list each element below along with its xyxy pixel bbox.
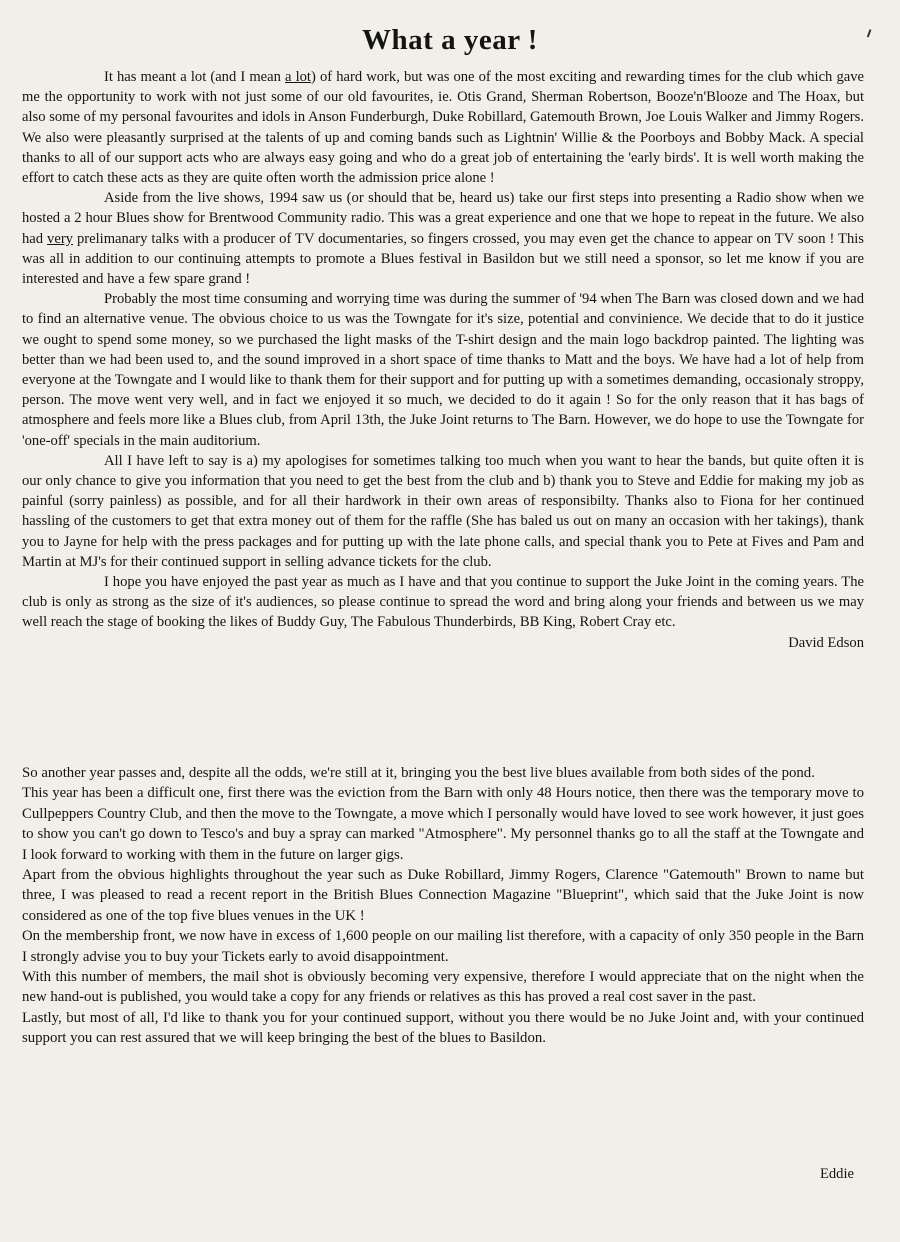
paragraph <box>22 572 864 633</box>
article-david-edson <box>22 67 864 653</box>
page-title: What a year ! <box>362 24 538 56</box>
paragraph: So another year passes and, despite all the odds, we're still at it, bringing you the best live blues available from both sides of the pond. <box>22 765 815 781</box>
text-run: It has meant a lot (and I mean <box>104 69 286 85</box>
signature: Eddie <box>819 1166 854 1182</box>
paragraph <box>22 451 864 572</box>
underlined-text: a lot <box>285 69 311 85</box>
paragraph: Lastly, but most of all, I'd like to thank you for your continued support, without you there would be no Juke Joint and, with your continued support you can rest assured that we will keep bringing the best of the blues to Basildon. <box>22 1009 864 1047</box>
paragraph: With this number of members, the mail shot is obviously becoming very expensive, therefore I would appreciate that on the night when the new hand-out is published, you would take a copy for any friends or relatives as this has proved a real cost saver in the past. <box>22 969 864 1006</box>
paragraph: On the membership front, we now have in excess of 1,600 people on our mailing list therefore, with a capacity of only 350 people in the Barn I strongly advise you to buy your Tickets early to avoid disappointment. <box>22 928 864 965</box>
text-run: I hope you have enjoyed the past year as much as I have and that you continue to support the Juke Joint in the coming years. The club is only as strong as the size of it's audiences, so please continue to spread the word and bring along your friends and between us we may well reach the stage of booking the likes of Buddy Guy, The Fabulous Thunderbirds, BB King, Robert Cray etc. <box>22 574 864 631</box>
paragraph <box>22 188 864 289</box>
underlined-text: very <box>47 230 73 247</box>
signature: David Edson <box>788 634 864 651</box>
paragraph: Apart from the obvious highlights throughout the year such as Duke Robillard, Jimmy Rogers, Clarence "Gatemouth" Brown to name but three, I was pleased to read a recent report in the British Blues Connection Magazine "Blueprint", which said that the Juke Joint is now considered as one of the top five blues venues in the UK ! <box>22 867 864 924</box>
paragraph <box>22 289 864 451</box>
text-run: Probably the most time consuming and worrying time was during the summer of '94 when The Barn was closed down and we had to find an alternative venue. The obvious choice to us was the Towngate for it's size, potential and convinience. We decide that to do it justice we ought to spend some money, so we purchased the light masks of the T-shirt design and the main logo backdrop painted. The lighting was better than we had been used to, and the sound improved in a short space of time thanks to Matt and the boys. We have had a lot of help from everyone at the Towngate and I would like to thank them for their support and for putting up with a sometimes demanding, occasionaly stroppy, person. The move went very well, and in fact we enjoyed it so much, we decided to do it again ! So for the only reason that it has bags of atmosphere and feels more like a Blues club, from April 13th, the Juke Joint returns to The Barn. However, we do hope to use the Towngate for 'one-off' specials in the main auditorium. <box>22 291 864 449</box>
text-run: All I have left to say is a) my apologises for sometimes talking too much when you want to hear the bands, but quite often it is our only chance to give you information that you need to get the best from the club and b) thank you to Steve and Eddie for making my job as painful (sorry painless) as possible, and for all their hardwork in their own areas of responsibilty. Thanks also to Fiona for her continued hassling of the customers to get that extra money out of them for the raffle (She has baled us out on many an occasion with her takings), thank you to Jayne for help with the press packages and for putting up with the late phone calls, and special thank you to Pete at Fives and Pam and Martin at MJ's for their continued support in selling advance tickets for the club. <box>22 452 864 570</box>
text-run: ) of hard work, but was one of the most exciting and rewarding times for the club which gave me the opportunity to work with not just some of our old favourites, ie. Otis Grand, Sherman Robertson, Booze'n'Blooze and The Hoax, but also some of my personal favourites and idols in Anson Funderburgh, Duke Robillard, Gatemouth Brown, Joe Louis Walker and Jimmy Rogers. We also were pleasantly surprised at the talents of up and coming bands such as Lightnin' Willie & the Poorboys and Bobby Mack. A special thanks to all of our support acts who are always easy going and who do a great job of entertaining the 'early birds'. It is well worth making the effort to catch these acts as they are quite often worth the admission price alone ! <box>22 69 864 187</box>
text-run: Aside from the live shows, 1994 saw us (or should that be, heard us) take our first steps into presenting a Radio show when we hosted a 2 hour Blues show for Brentwood Community radio. This was a great experience and one that we hope to repeat in the future. We also had <box>22 190 864 247</box>
article-eddie <box>22 763 864 1049</box>
text-run: prelimanary talks with a producer of TV documentaries, so fingers crossed, you may even get the chance to appear on TV soon ! This was all in addition to our continuing attempts to promote a Blues festival in Basildon but we still need a sponsor, so let me know if you are interested and have a few spare grand ! <box>22 230 864 288</box>
paragraph <box>22 67 864 188</box>
paragraph: This year has been a difficult one, first there was the eviction from the Barn with only 48 Hours notice, then there was the temporary move to Cullpeppers Country Club, and then the move to the Towngate, a move which I personally would have loved to see work however, it just goes to show you can't go down to Tesco's and buy a spray can marked "Atmosphere". My personnel thanks go to all the staff at the Towngate and I look forward to working with them in the future on larger gigs. <box>22 785 864 863</box>
